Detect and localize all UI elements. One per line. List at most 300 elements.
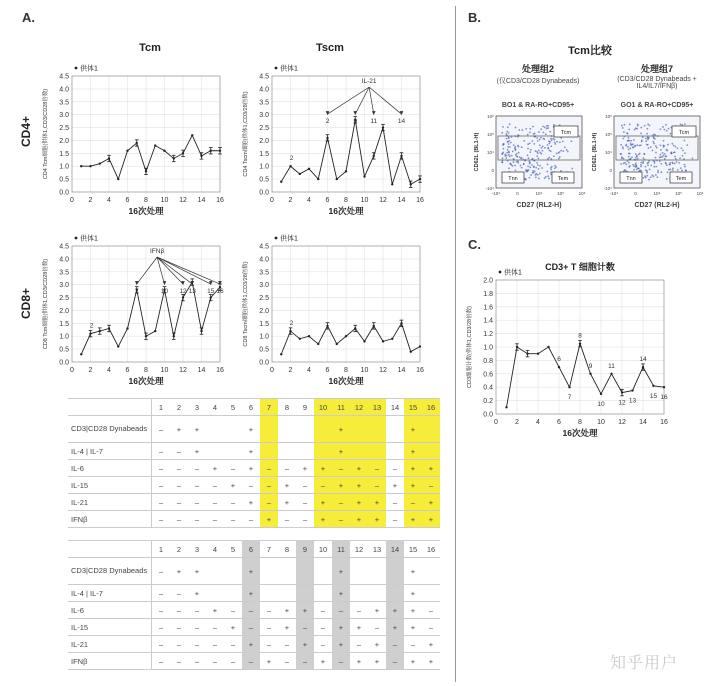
series-line — [281, 120, 420, 184]
flow-event — [620, 144, 622, 146]
table-cell: + — [386, 619, 404, 636]
flow-event — [528, 157, 530, 159]
table-cell: – — [332, 494, 350, 511]
flow-event — [554, 167, 556, 169]
flow-event — [640, 127, 642, 129]
flow-event — [535, 150, 537, 152]
table-cell: + — [278, 477, 296, 494]
arrow-target-label: 16 — [216, 288, 224, 296]
table-cell: – — [242, 653, 260, 670]
flow-event — [547, 158, 549, 160]
point-annotation: 7 — [567, 394, 572, 402]
data-point — [391, 183, 393, 185]
point-annotation: 13 — [628, 397, 637, 405]
table-row — [68, 477, 440, 494]
table-cell: – — [242, 619, 260, 636]
column-header: 1 — [152, 399, 171, 416]
flow-event — [655, 174, 657, 176]
flow-event — [640, 144, 642, 146]
y-tick-label: 4.5 — [259, 73, 269, 81]
data-point — [558, 366, 560, 368]
flow-event — [648, 147, 650, 149]
flow-event — [660, 163, 662, 165]
table-cell: – — [296, 511, 314, 528]
flow-event — [674, 156, 676, 158]
flow-event — [509, 156, 511, 158]
x-tick-label: 8 — [144, 197, 148, 204]
table-cell: – — [188, 460, 206, 477]
gate-label-tnn: Tnn — [626, 176, 636, 182]
x-tick-label: 16 — [216, 367, 224, 374]
table-cell: – — [152, 494, 171, 511]
arrow-target-label: 14 — [397, 118, 406, 126]
flow-event — [503, 143, 505, 145]
flow-event — [633, 139, 635, 141]
table-cell: – — [152, 511, 171, 528]
chart-cd8-tcm — [38, 228, 228, 388]
flow-event — [623, 131, 625, 133]
x-tick-label: 14 — [639, 419, 647, 426]
flow-x-tick: 0 — [516, 191, 519, 196]
table-cell: + — [188, 416, 206, 443]
arrow-group-label: IFNβ — [149, 248, 165, 256]
flow-event — [628, 140, 630, 142]
table-cell: + — [332, 636, 350, 653]
flow-plot-group2 — [588, 112, 708, 212]
table-cell: – — [188, 653, 206, 670]
table-row — [68, 460, 440, 477]
arrow-target-label: 10 — [160, 288, 169, 296]
table-cell: – — [242, 511, 260, 528]
flow-event — [622, 138, 624, 140]
y-tick-label: 1.5 — [59, 320, 69, 328]
group2-title: 处理组7 — [640, 64, 673, 74]
flow-event — [668, 128, 670, 130]
x-axis-label: 16次处理 — [128, 376, 164, 386]
x-tick-label: 4 — [536, 419, 540, 426]
table-cell: – — [422, 477, 440, 494]
flow-event — [550, 171, 552, 173]
flow-event — [547, 144, 549, 146]
data-point — [600, 393, 602, 395]
flow-event — [541, 167, 543, 169]
table-cell — [368, 558, 386, 585]
table-cell: – — [260, 619, 278, 636]
table-cell: + — [188, 443, 206, 460]
table-cell: + — [404, 602, 422, 619]
table-cell: + — [242, 636, 260, 653]
series-line — [81, 282, 220, 354]
table-cell: + — [278, 619, 296, 636]
table-cell — [368, 416, 386, 443]
flow-event — [506, 152, 508, 154]
y-tick-label: 2.5 — [259, 295, 269, 303]
flow-event — [633, 165, 635, 167]
flow-y-tick: 10⁴ — [605, 150, 612, 155]
column-header: 16 — [422, 541, 440, 558]
flow-event — [508, 167, 510, 169]
table-cell: – — [332, 602, 350, 619]
flow-event — [551, 166, 553, 168]
flow-event — [664, 153, 666, 155]
y-tick-label: 0.5 — [259, 346, 269, 354]
flow-event — [657, 171, 659, 173]
flow-event — [539, 152, 541, 154]
y-tick-label: 1.0 — [259, 333, 269, 341]
x-tick-label: 6 — [557, 419, 561, 426]
table-cell: + — [242, 443, 260, 460]
flow-event — [653, 166, 655, 168]
row-label: CD3|CD28 Dynabeads — [68, 558, 152, 585]
table-cell: + — [350, 511, 368, 528]
point-annotation: 2 — [89, 322, 94, 330]
flow-event — [529, 151, 531, 153]
y-tick-label: 1.5 — [259, 320, 269, 328]
table-cell — [386, 443, 404, 460]
column-header: 8 — [278, 541, 296, 558]
table-cell: – — [422, 602, 440, 619]
y-tick-label: 0.2 — [483, 398, 493, 406]
table-cell — [224, 558, 242, 585]
y-axis-label: CD8 Tcm细胞(供体1,CD3/CD28倍数) — [43, 258, 49, 350]
flow-event — [655, 166, 657, 168]
row-label-cd8: CD8+ — [19, 287, 33, 319]
table-cell: – — [170, 602, 188, 619]
table-cell — [350, 416, 368, 443]
data-point — [299, 338, 301, 340]
flow-y-tick: -10⁴ — [603, 186, 612, 191]
flow-event — [534, 132, 536, 134]
header-tscm: Tscm — [316, 42, 344, 54]
flow-event — [628, 156, 630, 158]
flow-event — [682, 150, 684, 152]
table-cell — [278, 416, 296, 443]
data-point — [289, 165, 291, 167]
chart-cd4-tcm — [38, 58, 228, 218]
table-cell: – — [368, 619, 386, 636]
x-tick-label: 12 — [379, 197, 387, 204]
flow-event — [548, 157, 550, 159]
flow-event — [527, 134, 529, 136]
table-cell: + — [386, 602, 404, 619]
flow-event — [662, 152, 664, 154]
flow-event — [659, 154, 661, 156]
flow-event — [673, 145, 675, 147]
flow-event — [517, 162, 519, 164]
flow-event — [546, 171, 548, 173]
column-header: 7 — [260, 541, 278, 558]
table-cell: + — [386, 477, 404, 494]
flow-event — [567, 151, 569, 153]
flow-event — [533, 172, 535, 174]
flow-event — [539, 139, 541, 141]
column-header: 2 — [170, 399, 188, 416]
flow-event — [669, 163, 671, 165]
x-tick-label: 4 — [307, 367, 311, 374]
flow-event — [640, 133, 642, 135]
arrow-line — [328, 87, 370, 114]
flow-event — [554, 141, 556, 143]
flow-event — [684, 166, 686, 168]
flow-event — [684, 123, 686, 125]
y-axis-label: CD3细胞计数(供体1,CD3/28倍数) — [467, 306, 473, 388]
y-tick-label: 2.0 — [259, 307, 269, 315]
flow-event — [535, 167, 537, 169]
table-cell: + — [206, 602, 224, 619]
legend-label: 供体1 — [280, 235, 298, 243]
table-cell: + — [332, 585, 350, 602]
flow-event — [645, 166, 647, 168]
y-tick-label: 3.5 — [59, 269, 69, 277]
table-cell: – — [206, 477, 224, 494]
data-point — [652, 385, 654, 387]
flow-event — [528, 169, 530, 171]
flow-event — [638, 168, 640, 170]
flow-event — [635, 162, 637, 164]
flow-event — [672, 169, 674, 171]
y-tick-label: 4.5 — [59, 73, 69, 81]
table-cell: – — [152, 602, 171, 619]
flow-event — [507, 126, 509, 128]
flow-event — [537, 164, 539, 166]
x-tick-label: 4 — [307, 197, 311, 204]
y-tick-label: 2.0 — [59, 307, 69, 315]
flow-event — [686, 144, 688, 146]
x-tick-label: 8 — [144, 367, 148, 374]
flow-event — [682, 155, 684, 157]
flow-event — [634, 129, 636, 131]
y-tick-label: 4.0 — [259, 86, 269, 94]
flow-event — [509, 123, 511, 125]
x-axis-label: 16次处理 — [128, 206, 164, 216]
x-tick-label: 6 — [325, 367, 330, 374]
flow-event — [620, 163, 622, 165]
group2-gate: GO1 & RA-RO+CD95+ — [620, 102, 694, 109]
point-annotation: 10 — [597, 400, 605, 408]
table-cell: + — [368, 636, 386, 653]
legend-label: 供体1 — [504, 269, 522, 277]
flow-event — [560, 150, 562, 152]
row-label: IFNβ — [68, 511, 152, 528]
table-cell: – — [404, 636, 422, 653]
data-point — [126, 327, 128, 329]
row-label: CD3|CD28 Dynabeads — [68, 416, 152, 443]
table-cell: – — [170, 636, 188, 653]
data-point — [568, 386, 570, 388]
flow-event — [513, 144, 515, 146]
flow-event — [540, 137, 542, 139]
table-row — [68, 653, 440, 670]
table-cell: – — [152, 653, 171, 670]
flow-event — [628, 128, 630, 130]
arrow-line — [157, 257, 220, 284]
table-cell — [278, 443, 296, 460]
flow-event — [648, 179, 650, 181]
flow-event — [560, 170, 562, 172]
y-tick-label: 0.0 — [483, 411, 493, 419]
column-header: 3 — [188, 541, 206, 558]
table-cell: – — [260, 477, 278, 494]
column-header: 5 — [224, 399, 242, 416]
table-cell: + — [332, 416, 350, 443]
table-cell: + — [188, 585, 206, 602]
flow-event — [514, 146, 516, 148]
column-header: 10 — [314, 541, 332, 558]
x-tick-label: 14 — [397, 197, 406, 204]
point-annotation: 9 — [588, 362, 593, 370]
flow-event — [570, 140, 572, 142]
table-row — [68, 602, 440, 619]
flow-event — [678, 162, 680, 164]
table-row — [68, 619, 440, 636]
chart-cd3-count — [462, 262, 672, 440]
flow-event — [543, 131, 545, 133]
column-header: 4 — [206, 541, 224, 558]
table-cell: + — [368, 494, 386, 511]
arrow-target-label: 15 — [207, 288, 215, 296]
flow-event — [630, 144, 632, 146]
group2-subtitle: (CD3/CD28 Dynabeads + IL4/IL7/IFNβ) — [617, 76, 697, 90]
table-cell — [350, 585, 368, 602]
flow-event — [502, 157, 504, 159]
table-cell: + — [404, 619, 422, 636]
flow-event — [650, 146, 652, 148]
y-tick-label: 3.5 — [259, 269, 269, 277]
flow-x-tick: -10⁴ — [609, 191, 619, 196]
data-point — [280, 180, 282, 182]
table-cell: – — [332, 460, 350, 477]
flow-event — [666, 130, 668, 132]
x-tick-label: 12 — [618, 419, 626, 426]
y-tick-label: 0.4 — [483, 384, 493, 392]
y-tick-label: 2.0 — [483, 277, 493, 285]
chart-cd4-tscm — [238, 58, 428, 218]
table-cell: – — [152, 585, 171, 602]
table-cell — [386, 416, 404, 443]
flow-event — [663, 155, 665, 157]
flow-y-label: CD62L (BL1-H) — [592, 132, 598, 172]
y-tick-label: 2.0 — [59, 137, 69, 145]
y-tick-label: 2.5 — [59, 295, 69, 303]
column-header: 6 — [242, 541, 260, 558]
panel-divider — [455, 6, 456, 682]
flow-y-tick: 0 — [491, 168, 494, 173]
flow-event — [509, 162, 511, 164]
data-point — [505, 406, 507, 408]
data-point — [363, 175, 365, 177]
flow-event — [635, 165, 637, 167]
flow-event — [537, 152, 539, 154]
table-cell: + — [296, 460, 314, 477]
table-cell — [314, 443, 332, 460]
flow-event — [512, 151, 514, 153]
y-tick-label: 4.0 — [59, 256, 69, 264]
flow-event — [559, 156, 561, 158]
column-header: 6 — [242, 399, 260, 416]
table-cell: – — [404, 494, 422, 511]
x-tick-label: 10 — [360, 367, 369, 374]
flow-event — [655, 145, 657, 147]
flow-event — [646, 128, 648, 130]
table-cell: – — [296, 477, 314, 494]
flow-event — [630, 158, 632, 160]
flow-event — [550, 145, 552, 147]
table-cell — [314, 416, 332, 443]
table-cell: + — [368, 511, 386, 528]
flow-event — [660, 144, 662, 146]
panel-c-label: C. — [468, 237, 481, 252]
panel-b-label: B. — [468, 10, 481, 25]
flow-event — [525, 128, 527, 130]
flow-event — [514, 165, 516, 167]
table-cell: + — [422, 653, 440, 670]
flow-event — [621, 156, 623, 158]
y-tick-label: 1.6 — [483, 304, 493, 312]
flow-event — [669, 169, 671, 171]
table-cell: – — [188, 619, 206, 636]
flow-event — [553, 155, 555, 157]
column-header: 14 — [386, 399, 404, 416]
header-tcm: Tcm — [139, 42, 161, 54]
flow-event — [663, 140, 665, 142]
x-tick-label: 10 — [597, 419, 605, 426]
flow-event — [537, 140, 539, 142]
flow-event — [508, 152, 510, 154]
column-header: 4 — [206, 399, 224, 416]
flow-event — [504, 154, 506, 156]
flow-event — [640, 162, 642, 164]
point-annotation: 2 — [289, 155, 294, 163]
gate-label-tcm: Tcm — [678, 130, 690, 136]
flow-event — [644, 125, 646, 127]
group1-subtitle: (仅CD3/CD28 Dynabeads) — [496, 78, 580, 85]
table-cell: + — [170, 558, 188, 585]
y-tick-label: 0.0 — [59, 359, 69, 367]
flow-event — [527, 148, 529, 150]
flow-x-tick: -10⁴ — [491, 191, 501, 196]
table-cell — [224, 585, 242, 602]
flow-event — [559, 141, 561, 143]
table-cell: – — [386, 636, 404, 653]
flow-event — [635, 153, 637, 155]
table-cell: + — [260, 653, 278, 670]
flow-event — [622, 127, 624, 129]
legend-label: 供体1 — [80, 65, 98, 73]
x-axis-label: 16次处理 — [328, 206, 364, 216]
flow-event — [521, 129, 523, 131]
table-cell: – — [332, 511, 350, 528]
flow-event — [672, 162, 674, 164]
table-cell: + — [242, 460, 260, 477]
flow-event — [656, 176, 658, 178]
table-cell: – — [350, 602, 368, 619]
flow-event — [559, 151, 561, 153]
flow-event — [501, 161, 503, 163]
flow-event — [640, 170, 642, 172]
row-label: IL-15 — [68, 619, 152, 636]
flow-event — [629, 147, 631, 149]
flow-event — [571, 168, 573, 170]
table-cell: + — [422, 511, 440, 528]
table-cell — [206, 585, 224, 602]
flow-event — [545, 176, 547, 178]
y-axis-label: CD4 Tscm细胞(供体1,CD3/28倍数) — [243, 91, 249, 177]
flow-event — [684, 140, 686, 142]
column-header: 13 — [368, 541, 386, 558]
flow-event — [643, 153, 645, 155]
flow-event — [550, 169, 552, 171]
chart-title: CD3+ T 细胞计数 — [545, 262, 615, 272]
